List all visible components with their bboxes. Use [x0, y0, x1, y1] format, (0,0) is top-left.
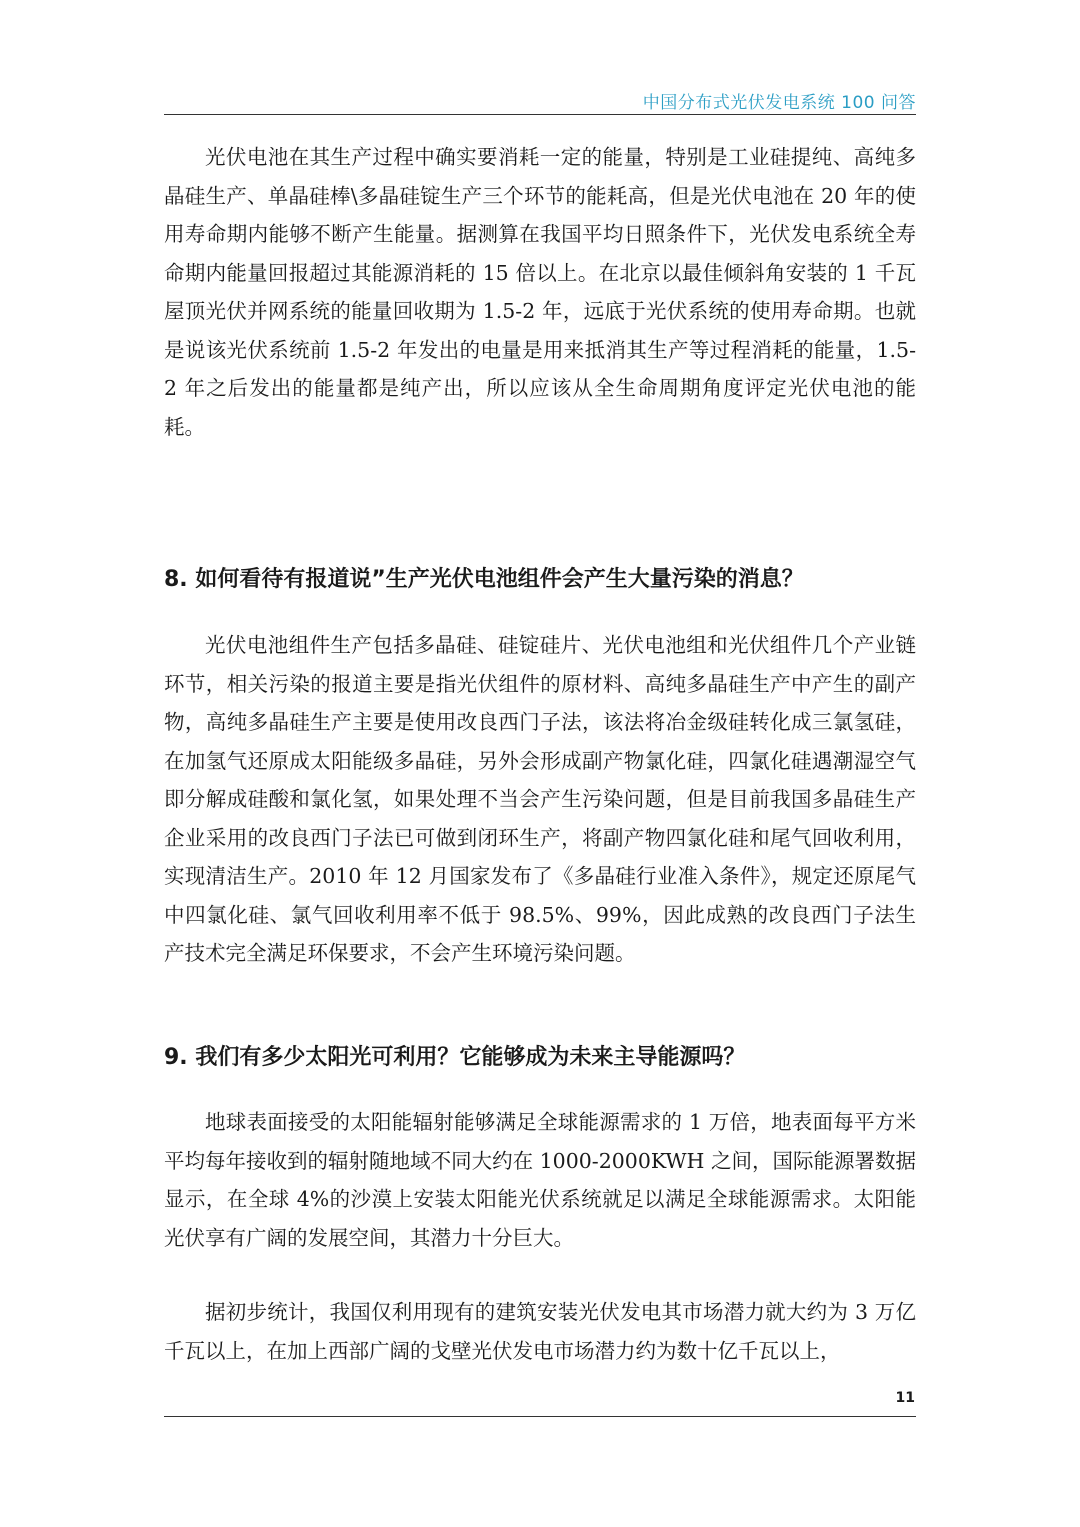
- paragraph-solar-potential: 地球表面接受的太阳能辐射能够满足全球能源需求的 1 万倍，地表面每平方米平均每年接收到的辐射随地域不同大约在 1000-2000KWH 之间，国际能源署数据显示，在全球 4%的沙漠上安装太阳能光伏系统就足以满足全球能源需求。太阳能光伏享有广阔的发展空间，其潜力十分巨大。: [164, 1110, 916, 1250]
- page-number: 11: [895, 1390, 915, 1406]
- paragraph-market-potential: 据初步统计，我国仅利用现有的建筑安装光伏发电其市场潜力就大约为 3 万亿千瓦以上，在加上西部广阔的戈壁光伏发电市场潜力约为数十亿千瓦以上，: [164, 1300, 916, 1363]
- heading-question-8: 8. 如何看待有报道说”生产光伏电池组件会产生大量污染的消息？: [164, 567, 804, 592]
- footer-divider: [164, 1416, 916, 1417]
- header-divider: [164, 114, 916, 115]
- paragraph-pollution: 光伏电池组件生产包括多晶硅、硅锭硅片、光伏电池组和光伏组件几个产业链环节，相关污染的报道主要是指光伏组件的原材料、高纯多晶硅生产中产生的副产物，高纯多晶硅生产主要是使用改良西门子法，该法将冶金级硅转化成三氯氢硅，在加氢气还原成太阳能级多晶硅，另外会形成副产物氯化硅，四氯化硅遇潮湿空气即分解成硅酸和氯化氢，如果处理不当会产生污染问题，但是目前我国多晶硅生产企业采用的改良西门子法已可做到闭环生产，将副产物四氯化硅和尾气回收利用，实现清洁生产。2010 年 12 月国家发布了《多晶硅行业准入条件》，规定还原尾气中四氯化硅、氯气回收利用率不低于 98.5%、99%，因此成熟的改良西门子法生产技术完全满足环保要求，不会产生环境污染问题。: [164, 633, 916, 965]
- running-header-title: 中国分布式光伏发电系统 100 问答: [642, 93, 916, 113]
- heading-question-9: 9. 我们有多少太阳光可利用？它能够成为未来主导能源吗？: [164, 1045, 746, 1070]
- paragraph-energy-payback: 光伏电池在其生产过程中确实要消耗一定的能量，特别是工业硅提纯、高纯多晶硅生产、单晶硅棒\多晶硅锭生产三个环节的能耗高，但是光伏电池在 20 年的使用寿命期内能够不断产生能量。据测算在我国平均日照条件下，光伏发电系统全寿命期内能量回报超过其能源消耗的 15 倍以上。在北京以最佳倾斜角安装的 1 千瓦屋顶光伏并网系统的能量回收期为 1.5-2 年，远底于光伏系统的使用寿命期。也就是说该光伏系统前 1.5-2 年发出的电量是用来抵消其生产等过程消耗的能量，1.5-2 年之后发出的能量都是纯产出，所以应该从全生命周期角度评定光伏电池的能耗。: [164, 145, 916, 439]
